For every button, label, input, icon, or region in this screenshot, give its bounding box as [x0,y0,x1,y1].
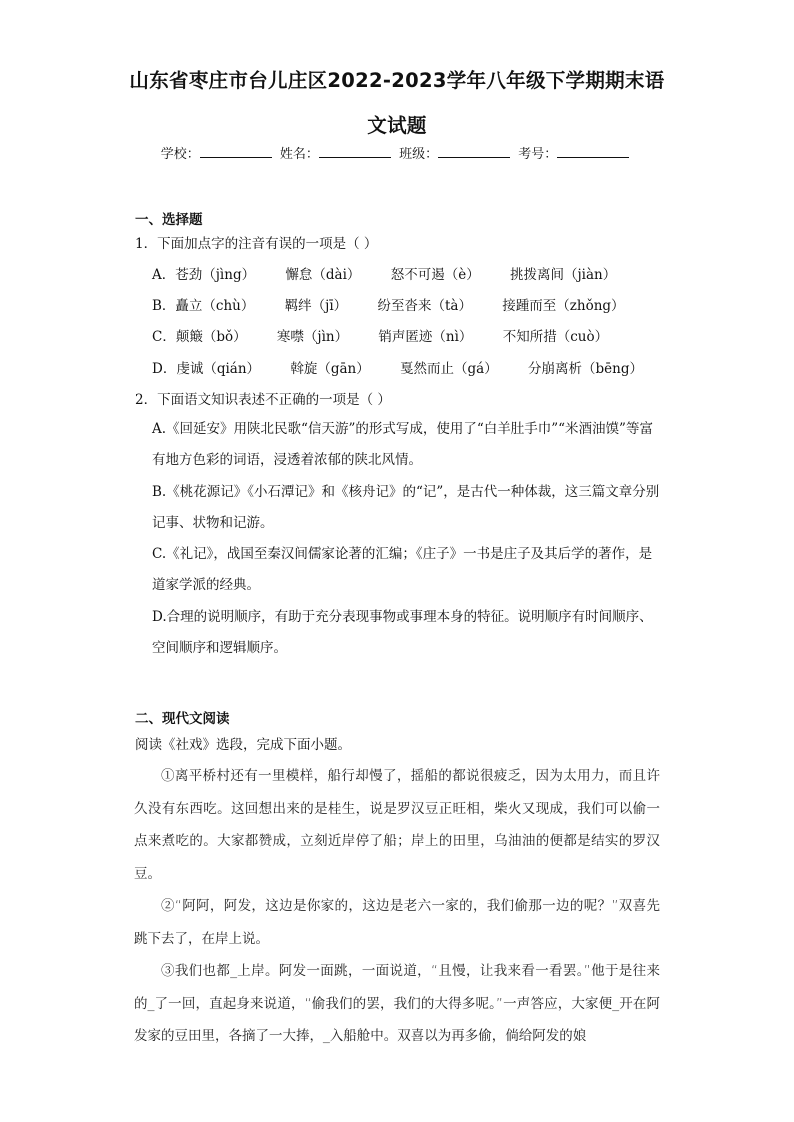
exam-title-line-2: 文试题 [367,114,427,137]
passage-paragraph-2: ②“阿阿，阿发，这边是你家的，这边是老六一家的，我们偷那一边的呢？”双喜先跳下去了，在岸上说。 [134,898,660,947]
exam-number-blank[interactable] [557,145,629,158]
exam-title-line-1: 山东省枣庄市台儿庄区2022-2023学年八年级下学期期末语 [129,69,665,92]
q1-c-item-1: C．颠簸（bǒ） [152,329,247,345]
q1-option-d [152,357,669,377]
passage-paragraph-1: ①离平桥村还有一里模样，船行却慢了，摇船的都说很疲乏，因为太用力，而且许久没有东西吃。这回想出来的是桂生，说是罗汉豆正旺相，柴火又现成，我们可以偷一点来煮吃的。大家都赞成，立刻近岸停了船；岸上的田里，乌油油的便都是结实的罗汉豆。 [134,768,660,882]
question-1-stem: 1．下面加点字的注音有误的一项是（ ） [135,236,378,252]
q1-option-c [152,325,634,345]
q1-c-item-3: 销声匿迹（nì） [378,329,473,345]
q1-b-item-1: B．矗立（chù） [152,298,255,314]
name-label: 姓名： [279,147,319,162]
q1-a-item-1: A．苍劲（jìng） [152,267,256,283]
reading-intro: 阅读《社戏》选段，完成下面小题。 [135,737,351,753]
passage-paragraph-3: ③我们也都_上岸。阿发一面跳，一面说道，“且慢，让我来看一看罢。”他于是往来的_了一回，直起身来说道，“偷我们的罢，我们的大得多呢。”一声答应，大家便_开在阿发家的豆田里，各摘了一大捧，_入船舱中。双喜以为再多偷，倘给阿发的娘 [134,963,660,1044]
q2-option-d: D.合理的说明顺序，有助于充分表现事物或事理本身的特征。说明顺序有时间顺序、空间顺序和逻辑顺序。 [152,609,653,656]
q2-option-b: B.《桃花源记》《小石潭记》和《核舟记》的“记”，是古代一种体裁，这三篇文章分别记事、状物和记游。 [152,484,660,531]
class-label: 班级： [399,147,439,162]
school-blank[interactable] [200,145,272,158]
exam-number-label: 考号： [518,147,558,162]
q1-d-item-1: D．虔诚（qián） [152,361,261,377]
q1-option-a [152,263,642,283]
school-label: 学校： [160,147,200,162]
question-2-stem: 2．下面语文知识表述不正确的一项是（ ） [135,392,391,408]
name-blank[interactable] [319,145,391,158]
q1-b-item-3: 纷至沓来（tà） [377,298,472,314]
q1-b-item-2: 羁绊（jī） [284,298,348,314]
q1-a-item-2: 懈怠（dài） [285,267,361,283]
q2-option-a: A.《回延安》用陕北民歌“信天游”的形式写成，使用了“白羊肚手巾”“米酒油馍”等富有地方色彩的词语，浸透着浓郁的陕北风情。 [152,421,653,468]
q1-a-item-3: 怒不可遏（è） [390,267,480,283]
q1-option-b [152,294,651,314]
q1-c-item-4: 不知所措（cuò） [502,329,609,345]
q1-a-item-4: 挑拨离间（jiàn） [510,267,617,283]
reading-passage [134,760,660,1053]
section-heading-choice: 一、选择题 [135,212,203,228]
q1-d-item-3: 戛然而止（gá） [400,361,498,377]
section-heading-reading: 二、现代文阅读 [135,711,230,727]
class-blank[interactable] [438,145,510,158]
q1-d-item-2: 斡旋（gān） [290,361,370,377]
q1-c-item-2: 寒噤（jìn） [276,329,349,345]
q1-b-item-4: 接踵而至（zhǒng） [502,298,625,314]
q1-d-item-4: 分崩离析（bēng） [528,361,643,377]
student-info-row [0,143,794,162]
q2-option-c: C.《礼记》，战国至秦汉间儒家论著的汇编；《庄子》一书是庄子及其后学的著作，是道家学派的经典。 [152,546,653,593]
